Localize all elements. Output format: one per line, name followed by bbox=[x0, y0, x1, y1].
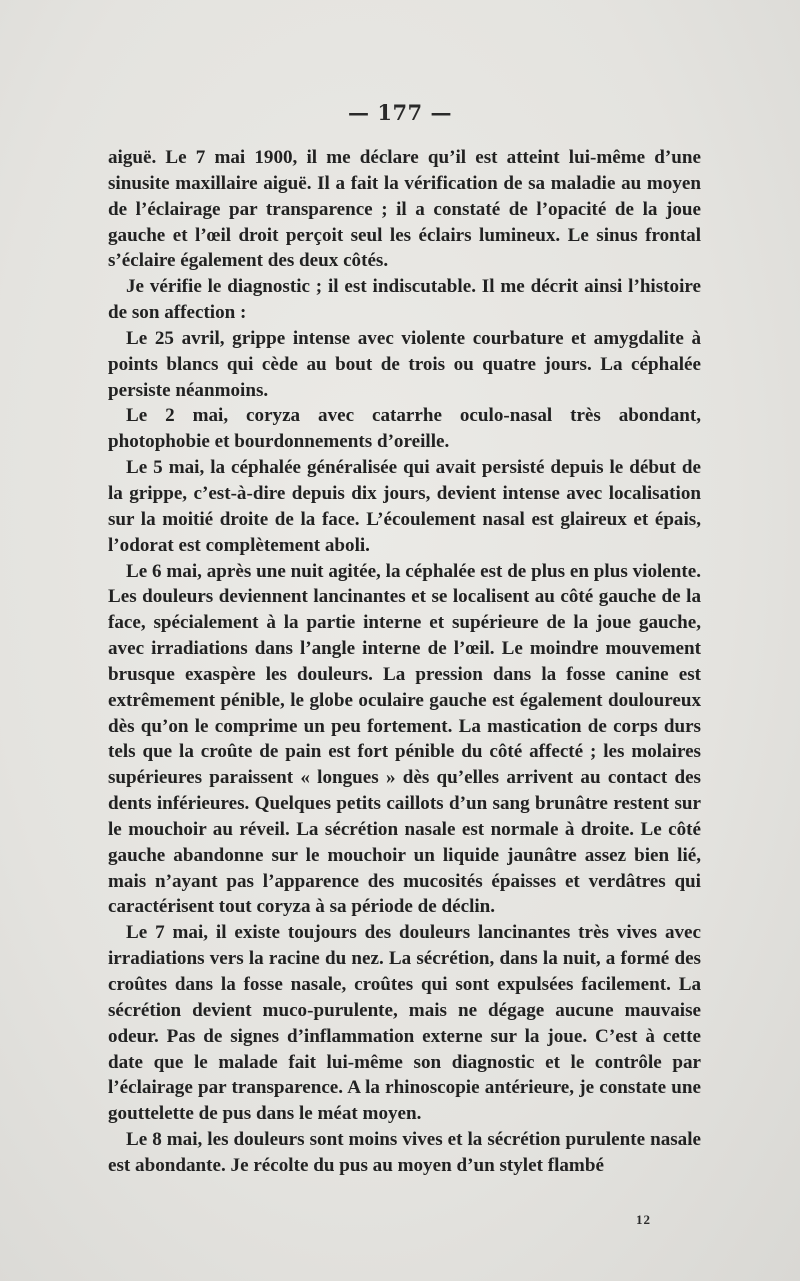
paragraph-7-may: Le 7 mai, il existe toujours des douleurs lancinantes très vives avec irradiations vers la racine du nez. La sécrétion, dans la nuit, a formé des croûtes dans la fosse nasale, croûtes qui sont expulsées facilement. La sécrétion devient muco-purulente, mais ne dégage aucune mauvaise odeur. Pas de signes d’inflammation externe sur la joue. C’est à cette date que le malade fait lui-même son diagnostic et le contrôle par l’éclairage par transparence. A la rhinoscopie antérieure, je constate une gouttelette de pus dans le méat moyen. bbox=[108, 922, 701, 1125]
paragraph-8-may: Le 8 mai, les douleurs sont moins vives et la sécrétion purulente nasale est abondante. Je récolte du pus au moyen d’un stylet flambé bbox=[108, 1129, 701, 1176]
paragraph-continued: aiguë. Le 7 mai 1900, il me déclare qu’il est atteint lui-même d’une sinusite maxillaire aiguë. Il a fait la vérification de sa maladie au moyen de l’éclairage par transparence ; il a constaté de l’opacité de la joue gauche et l’œil droit perçoit seul les éclairs lumineux. Le sinus frontal s’éclaire également des deux côtés. bbox=[108, 147, 701, 272]
paragraph-6-may: Le 6 mai, après une nuit agitée, la céphalée est de plus en plus violente. Les douleurs deviennent lancinantes et se localisent au côté gauche de la face, spécialement à la partie interne et supérieure de la joue gauche, avec irradiations dans l’angle interne de l’œil. Le moindre mouvement brusque exaspère les douleurs. La pression dans la fosse canine est extrêmement pénible, le globe oculaire gauche est également douloureux dès qu’on le comprime un peu fortement. La mastication de corps durs tels que la croûte de pain est fort pénible du côté affecté ; les molaires supérieures paraissent « longues » dès qu’elles arrivent au contact des dents inférieures. Quelques petits caillots d’un sang brunâtre restent sur le mouchoir au réveil. La sécrétion nasale est normale à droite. Le côté gauche abandonne sur le mouchoir un liquide jaunâtre assez bien lié, mais n’ayant pas l’apparence des mucosités épaisses et verdâtres qui caractérisent tout coryza à sa période de déclin. bbox=[108, 560, 701, 918]
paragraph-diagnosis: Je vérifie le diagnostic ; il est indiscutable. Il me décrit ainsi l’histoire de son affection : bbox=[108, 276, 701, 324]
paragraph-2-may: Le 2 mai, coryza avec catarrhe oculo-nasal très abondant, photophobie et bourdonnements d’oreille. bbox=[108, 405, 701, 453]
body-text bbox=[108, 145, 701, 1179]
signature-mark: 12 bbox=[636, 1212, 651, 1227]
page-number: — 177 — bbox=[348, 100, 452, 125]
paragraph-25-april: Le 25 avril, grippe intense avec violente courbature et amygdalite à points blancs qui cède au bout de trois ou quatre jours. La céphalée persiste néanmoins. bbox=[108, 327, 701, 401]
paragraph-5-may: Le 5 mai, la céphalée généralisée qui avait persisté depuis le début de la grippe, c’est-à-dire depuis dix jours, devient intense avec localisation sur la moitié droite de la face. L’écoulement nasal est glaireux et épais, l’odorat est complètement aboli. bbox=[108, 457, 701, 556]
